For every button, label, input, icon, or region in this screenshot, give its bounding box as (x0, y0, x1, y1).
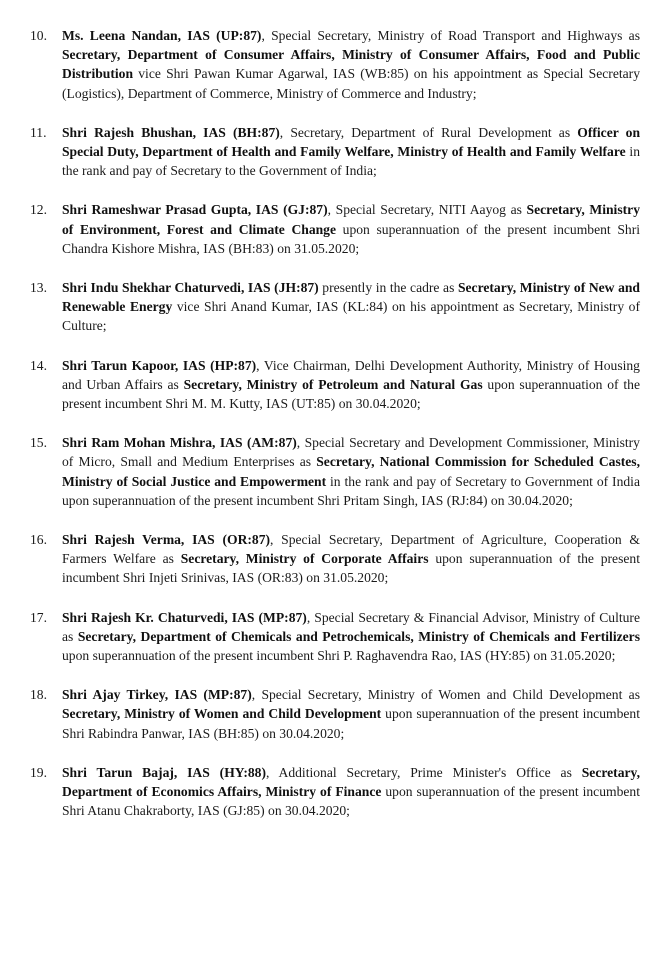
list-item (30, 433, 640, 510)
item-number: 11. (30, 124, 47, 140)
list-item (30, 26, 640, 103)
list-item (30, 278, 640, 336)
bold-text-segment: Secretary, Ministry of Environment, Forest and Climate Change (62, 202, 640, 237)
list-item (30, 608, 640, 666)
text-segment: , Special Secretary, NITI Aayog as (327, 202, 527, 218)
text-segment: upon superannuation of the present incumbent Shri Chandra Kishore Mishra, IAS (BH:83) on 31.05.2020; (62, 221, 640, 256)
list-item (30, 685, 640, 743)
item-number: 16. (30, 532, 47, 548)
text-segment: , Special Secretary, Department of Agriculture, Cooperation & Farmers Welfare as (62, 532, 640, 567)
bold-text-segment: Secretary, Ministry of New and Renewable Energy (62, 280, 640, 315)
bold-text-segment: Ms. Leena Nandan, IAS (UP:87) (62, 28, 262, 43)
text-segment: , Additional Secretary, Prime Minister's Office as (266, 764, 582, 780)
bold-text-segment: Secretary, National Commission for Scheduled Castes, Ministry of Social Justice and Empowerment (62, 454, 640, 489)
item-text (62, 278, 640, 336)
item-text (62, 123, 640, 181)
list-item (30, 530, 640, 588)
bold-text-segment: Secretary, Ministry of Petroleum and Natural Gas (183, 376, 483, 392)
text-segment: , Special Secretary and Development Commissioner, Ministry of Micro, Small and Medium Enterprises as (62, 435, 640, 470)
item-text (62, 763, 640, 821)
text-segment: upon superannuation of the present incumbent Shri Atanu Chakraborty, IAS (GJ:85) on 30.04.2020; (62, 784, 640, 819)
bold-text-segment: Shri Rajesh Kr. Chaturvedi, IAS (MP:87) (62, 609, 307, 625)
item-text (62, 608, 640, 666)
bold-text-segment: Shri Rajesh Bhushan, IAS (BH:87) (62, 124, 280, 140)
bold-text-segment: Secretary, Department of Consumer Affairs, Ministry of Consumer Affairs, Food and Public Distribution (62, 47, 640, 82)
item-text (62, 356, 640, 414)
text-segment: upon superannuation of the present incumbent Shri P. Raghavendra Rao, IAS (HY:85) on 31.05.2020; (62, 648, 616, 664)
list-item (30, 200, 640, 258)
text-segment: vice Shri Pawan Kumar Agarwal, IAS (WB:85) on his appointment as Special Secretary (Logistics), Department of Commerce, Ministry of Commerce and Industry; (62, 66, 640, 101)
text-segment: in the rank and pay of Secretary to the Government of India; (62, 144, 640, 179)
bold-text-segment: Shri Indu Shekhar Chaturvedi, IAS (JH:87) (62, 280, 319, 296)
item-number: 17. (30, 609, 47, 625)
bold-text-segment: Shri Tarun Bajaj, IAS (HY:88) (62, 764, 266, 780)
text-segment: , Special Secretary, Ministry of Women and Child Development as (251, 687, 640, 703)
bold-text-segment: Shri Tarun Kapoor, IAS (HP:87) (62, 357, 257, 373)
item-number: 15. (30, 435, 47, 451)
item-text (62, 530, 640, 588)
item-number: 19. (30, 764, 47, 780)
item-number: 18. (30, 687, 47, 703)
bold-text-segment: Secretary, Ministry of Corporate Affairs (180, 551, 429, 567)
item-number: 13. (30, 280, 47, 296)
item-text (62, 26, 640, 103)
bold-text-segment: Shri Ram Mohan Mishra, IAS (AM:87) (62, 435, 297, 451)
appointment-list (30, 26, 640, 821)
bold-text-segment: Secretary, Department of Economics Affairs, Ministry of Finance (62, 764, 640, 800)
bold-text-segment: Shri Rameshwar Prasad Gupta, IAS (GJ:87) (62, 202, 328, 218)
item-number: 12. (30, 202, 47, 218)
text-segment: upon superannuation of the present incumbent Shri Injeti Srinivas, IAS (OR:83) on 31.05.2020; (62, 551, 640, 586)
item-text (62, 685, 640, 743)
list-item (30, 356, 640, 414)
bold-text-segment: Shri Ajay Tirkey, IAS (MP:87) (62, 687, 252, 703)
item-number: 14. (30, 357, 47, 373)
bold-text-segment: Officer on Special Duty, Department of Health and Family Welfare, Ministry of Health and Family Welfare (62, 124, 641, 160)
bold-text-segment: Shri Rajesh Verma, IAS (OR:87) (62, 532, 271, 548)
item-text (62, 433, 640, 510)
text-segment: , Special Secretary, Ministry of Road Transport and Highways as (261, 28, 640, 43)
bold-text-segment: Secretary, Ministry of Women and Child Development (62, 706, 382, 722)
text-segment: , Secretary, Department of Rural Development as (279, 124, 578, 140)
text-segment: upon superannuation of the present incumbent Shri M. M. Kutty, IAS (UT:85) on 30.04.2020; (62, 376, 640, 412)
text-segment: vice Shri Anand Kumar, IAS (KL:84) on his appointment as Secretary, Ministry of Culture; (62, 299, 641, 334)
bold-text-segment: Secretary, Department of Chemicals and Petrochemicals, Ministry of Chemicals and Fertilizers (77, 628, 640, 644)
item-text (62, 200, 640, 258)
list-item (30, 123, 640, 181)
text-segment: , Vice Chairman, Delhi Development Authority, Ministry of Housing and Urban Affairs as (62, 357, 640, 392)
text-segment: upon superannuation of the present incumbent Shri Rabindra Panwar, IAS (BH:85) on 30.04.2020; (62, 706, 640, 741)
text-segment: in the rank and pay of Secretary to Government of India upon superannuation of the present incumbent Shri Pritam Singh, IAS (RJ:84) on 30.04.2020; (62, 473, 640, 508)
text-segment: , Special Secretary & Financial Advisor, Ministry of Culture as (62, 609, 640, 644)
text-segment: presently in the cadre as (318, 280, 458, 296)
list-item (30, 763, 640, 821)
item-number: 10. (30, 28, 47, 43)
